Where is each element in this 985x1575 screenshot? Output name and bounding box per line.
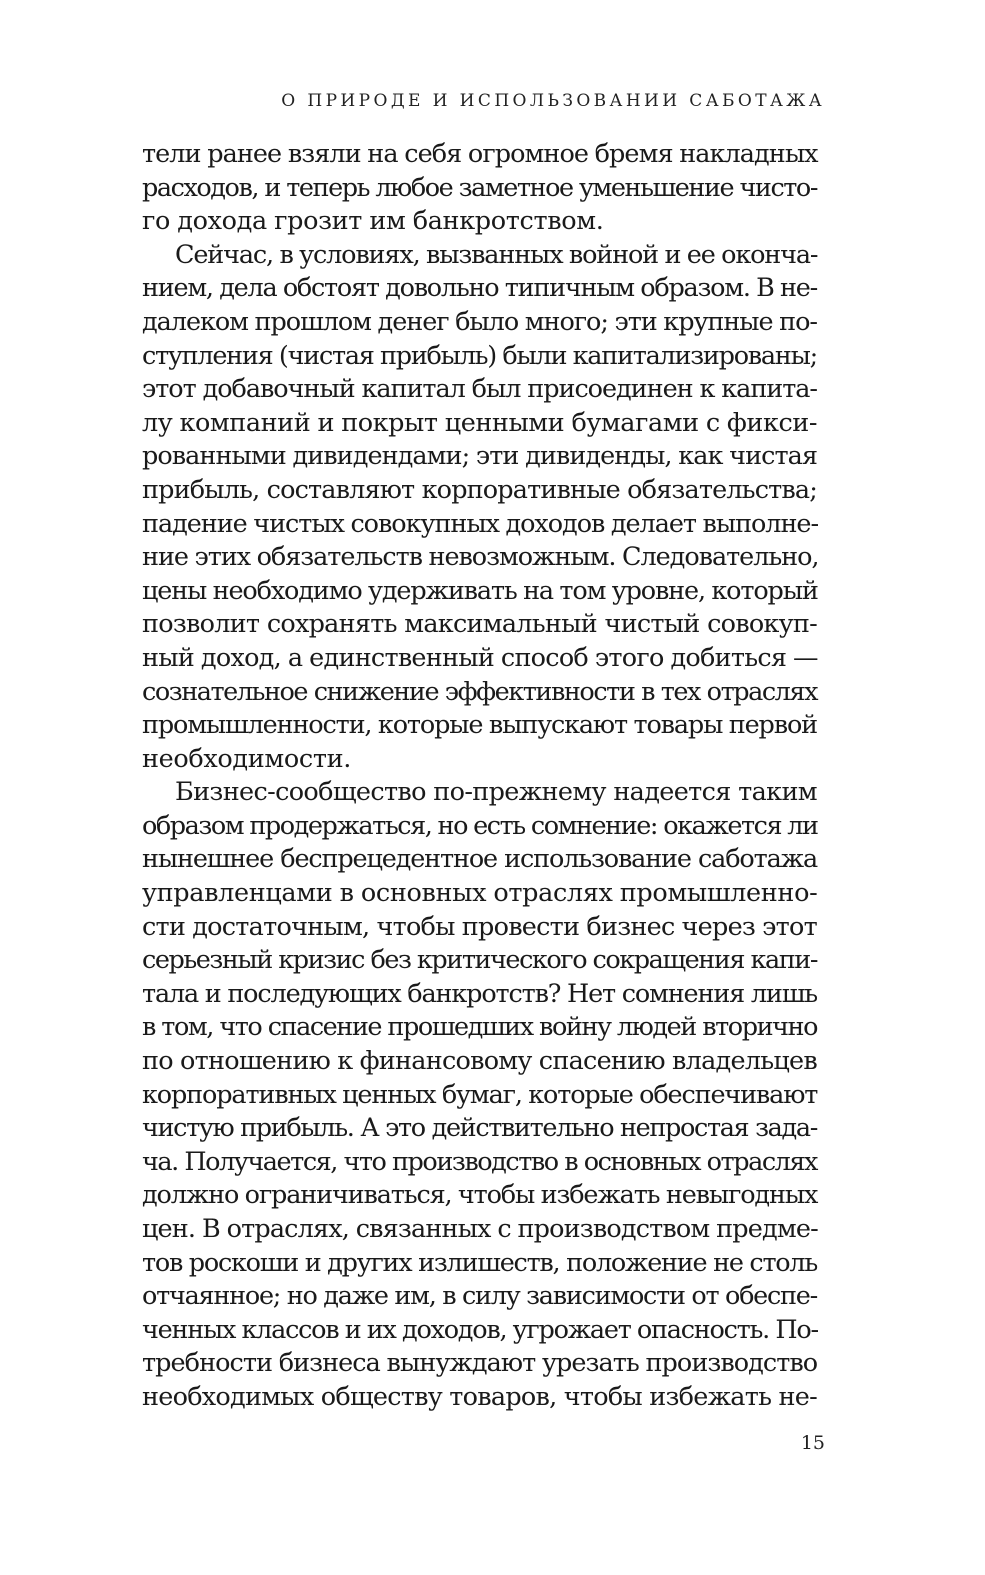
text-line: цен. В отраслях, связанных с производством предме- — [142, 1214, 818, 1244]
text-line: необходимости. — [142, 743, 351, 774]
text-line: цены необходимо удерживать на том уровне, который — [142, 575, 818, 606]
text-line: лу компаний и покрыт ценными бумагами с фикси- — [142, 407, 817, 438]
text-line: сти достаточным, чтобы провести бизнес через этот — [142, 911, 817, 942]
body-text — [142, 138, 817, 1415]
text-line: ступления (чистая прибыль) были капитализированы; — [142, 340, 817, 371]
text-line: далеком прошлом денег было много; эти крупные по- — [142, 306, 817, 337]
text-line: тели ранее взяли на себя огромное бремя накладных — [142, 139, 818, 169]
text-line: рованными дивидендами; эти дивиденды, как чистая — [142, 441, 817, 472]
text-line: прибыль, составляют корпоративные обязательства; — [142, 474, 817, 505]
text-line: ченных классов и их доходов, угрожает опасность. По- — [142, 1314, 818, 1345]
text-line: Сейчас, в условиях, вызванных войной и ее оконча- — [175, 239, 818, 270]
text-line: тов роскоши и других излишеств, положение не столь — [142, 1247, 817, 1278]
text-line: требности бизнеса вынуждают урезать производство — [142, 1348, 818, 1379]
text-line: расходов, и теперь любое заметное уменьшение чисто- — [142, 172, 817, 203]
text-line: управленцами в основных отраслях промышленно- — [142, 878, 818, 909]
text-line: нынешнее беспрецедентное использование саботажа — [142, 844, 817, 875]
page-number: 15 — [800, 1432, 825, 1454]
text-line: падение чистых совокупных доходов делает выполне- — [142, 508, 819, 539]
text-line: чистую прибыль. А это действительно непростая зада- — [142, 1113, 817, 1144]
text-line: ча. Получается, что производство в основных отраслях — [142, 1146, 817, 1177]
text-line: ние этих обязательств невозможным. Следовательно, — [142, 542, 819, 573]
text-line: промышленности, которые выпускают товары первой — [142, 710, 817, 741]
text-line: корпоративных ценных бумаг, которые обеспечивают — [142, 1079, 818, 1110]
text-line: должно ограничиваться, чтобы избежать невыгодных — [142, 1180, 818, 1211]
text-line: этот добавочный капитал был присоединен к капита- — [142, 374, 817, 405]
text-line: сознательное снижение эффективности в тех отраслях — [142, 676, 817, 707]
text-line: образом продержаться, но есть сомнение: окажется ли — [142, 810, 818, 841]
text-line: нием, дела обстоят довольно типичным образом. В не- — [142, 273, 817, 304]
text-line: ный доход, а единственный способ этого добиться — — [142, 642, 818, 673]
text-line: по отношению к финансовому спасению владельцев — [142, 1046, 817, 1077]
text-line: необходимых обществу товаров, чтобы избежать не- — [142, 1381, 817, 1412]
text-line: серьезный кризис без критического сокращения капи- — [142, 945, 817, 976]
text-line: Бизнес-сообщество по-прежнему надеется таким — [175, 777, 817, 808]
text-line: тала и последующих банкротств? Нет сомнения лишь — [142, 978, 817, 1009]
text-line: го дохода грозит им банкротством. — [142, 206, 604, 237]
text-line: позволит сохранять максимальный чистый совокуп- — [142, 609, 817, 640]
text-line: в том, что спасение прошедших войну людей вторично — [142, 1012, 817, 1043]
running-head: О ПРИРОДЕ И ИСПОЛЬЗОВАНИИ САБОТАЖА — [281, 91, 825, 111]
text-line: отчаянное; но даже им, в силу зависимости от обеспе- — [142, 1281, 817, 1312]
